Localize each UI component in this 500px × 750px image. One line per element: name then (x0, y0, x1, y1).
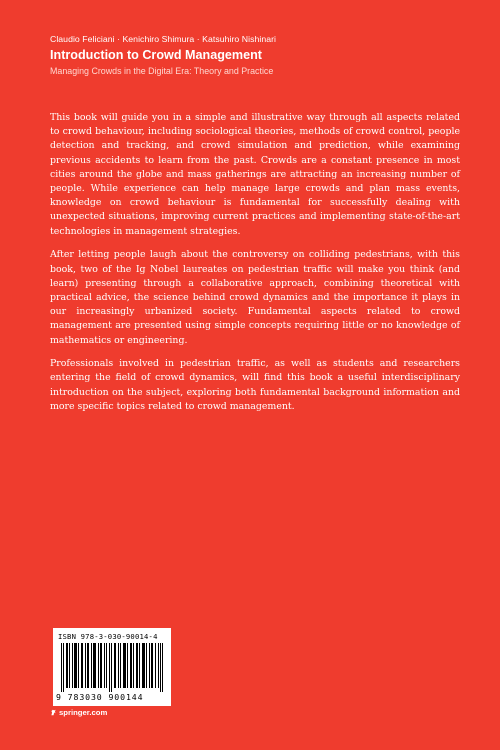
authors: Claudio Feliciani · Kenichiro Shimura · Katsuhiro Nishinari (50, 34, 277, 44)
barcode-icon (61, 643, 165, 692)
book-title: Introduction to Crowd Management (50, 48, 262, 62)
publisher-link[interactable] (50, 708, 107, 717)
barcode-digits: 9 783030 900144 (56, 692, 144, 702)
description-paragraph: This book will guide you in a simple and illustrative way through all aspects related to crowd behaviour, including sociological theories, methods of crowd control, people detection and tracking, and crowd simulation and prediction, while examining previous accidents to learn from the past. Crowds are a constant presence in most cities around the globe and mass gatherings are attracting an increasing number of people. While experience can help manage large crowds and plan mass events, knowledge on crowd behaviour is fundamental for successfully dealing with unexpected situations, improving current practices and implementing state-of-the-art technologies in management strategies. (50, 112, 460, 237)
description-paragraph: After letting people laugh about the controversy on colliding pedestrians, with this book, two of the Ig Nobel laureates on pedestrian traffic will make you think (and learn) presenting through a collaborative approach, combining theoretical with practical advice, the science behind crowd dynamics and the importance it plays in our increasingly urbanized society. Fundamental aspects related to crowd management are presented using simple concepts requiring little or no knowledge of mathematics or engineering. (50, 249, 460, 346)
book-description (50, 111, 460, 424)
springer-horse-icon (50, 709, 57, 716)
book-subtitle: Managing Crowds in the Digital Era: Theory and Practice (50, 66, 274, 76)
cover-header (50, 34, 460, 77)
description-paragraph: Professionals involved in pedestrian traffic, as well as students and researchers entering the field of crowd dynamics, will find this book a useful interdisciplinary introduction on the subject, exploring both fundamental background information and more specific topics related to crowd management. (50, 358, 460, 412)
isbn-barcode-box (53, 628, 171, 706)
isbn-label: ISBN 978-3-030-90014-4 (58, 632, 158, 641)
publisher-url: springer.com (59, 708, 108, 717)
